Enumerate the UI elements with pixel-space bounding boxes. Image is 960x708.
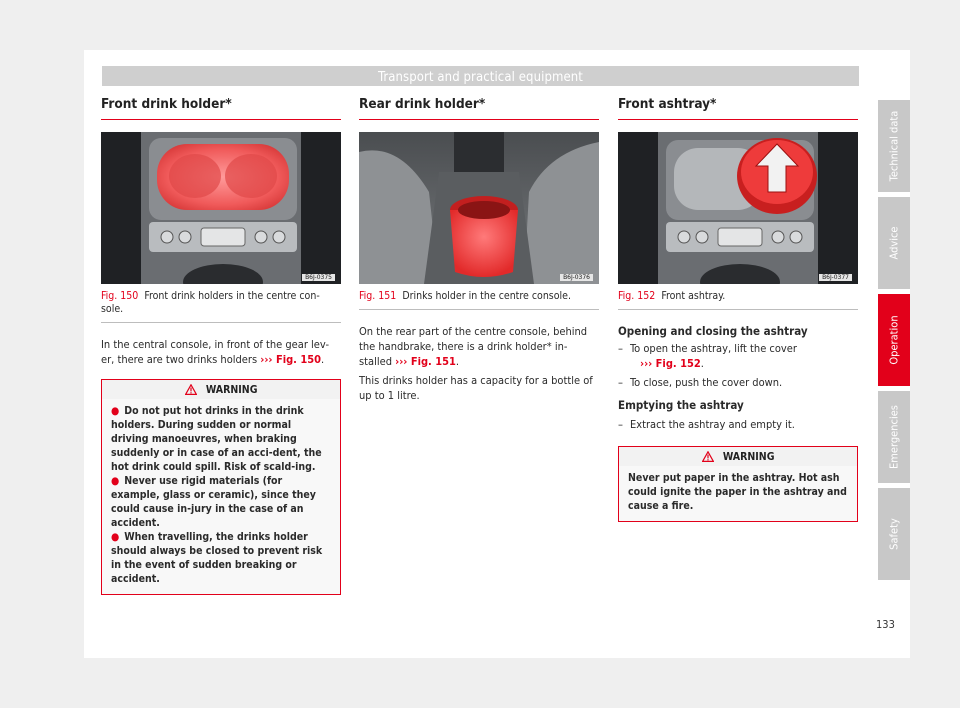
warning-content (619, 466, 857, 521)
figure-caption (618, 284, 858, 310)
warning-triangle-icon (185, 384, 197, 395)
figure-code: B6J-0376 (560, 274, 593, 281)
warning-box (101, 379, 341, 595)
caption-text: Front ashtray. (661, 290, 726, 302)
bullet-icon: ● (111, 475, 120, 487)
figure-label: Fig. 152 (618, 290, 656, 302)
figure-label: Fig. 151 (359, 290, 397, 302)
front-ashtray-illustration (618, 132, 858, 284)
paragraph-text: In the central console, in front of the gear lev-er, there are two drinks holders (101, 338, 330, 366)
warning-content (102, 399, 340, 594)
list-item: – To open the ashtray, lift the cover ››› Fig. 152. (618, 342, 797, 370)
body-paragraph: In the central console, in front of the gear lev-er, there are two drinks holders ››› Fig. 150. (101, 338, 330, 366)
warning-title: WARNING (722, 451, 775, 463)
list-item: – Extract the ashtray and empty it. (618, 418, 795, 431)
chapter-title: Transport and practical equipment (378, 70, 583, 85)
figure-front-ashtray (618, 132, 858, 284)
tab-technical-data[interactable]: Technical data (878, 100, 910, 192)
section-heading: Rear drink holder* (359, 96, 599, 120)
front-drink-holder-section (101, 96, 341, 595)
figure-caption (101, 284, 341, 323)
rear-drink-holder-section (359, 96, 599, 403)
front-drink-holder-illustration (101, 132, 341, 284)
figure-link[interactable]: ››› Fig. 151 (395, 355, 456, 368)
warning-header (102, 380, 340, 399)
figure-code: B6J-0375 (302, 274, 335, 281)
warning-title: WARNING (205, 384, 258, 396)
tab-operation[interactable]: Operation (878, 294, 910, 386)
warning-list (111, 404, 331, 586)
warning-item: ● Do not put hot drinks in the drink holders. During sudden or normal driving manoeuvres, when braking suddenly or in case of an acci-dent, the hot drink could spill. Risk of scald-ing. (111, 405, 322, 473)
subheading: Emptying the ashtray (618, 398, 744, 412)
section-heading: Front ashtray* (618, 96, 858, 120)
figure-link[interactable]: ››› Fig. 150 (260, 353, 322, 366)
tab-emergencies[interactable]: Emergencies (878, 391, 910, 483)
figure-caption (359, 284, 599, 310)
warning-item: ● Never use rigid materials (for example, glass or ceramic), since they could cause in-jury in the case of an accident. (111, 475, 316, 529)
warning-triangle-icon (702, 451, 714, 462)
body-paragraph: This drinks holder has a capacity for a bottle of up to 1 litre. (359, 374, 593, 402)
section-heading: Front drink holder* (101, 96, 341, 120)
figure-code: B6J-0377 (819, 274, 852, 281)
warning-header (619, 447, 857, 466)
figure-rear-drink-holder (359, 132, 599, 284)
subheading: Opening and closing the ashtray (618, 324, 808, 338)
front-ashtray-section (618, 96, 858, 522)
body-paragraph: On the rear part of the centre console, behind the handbrake, there is a drink holder* in-stalled ››› Fig. 151. (359, 325, 588, 368)
chapter-header (102, 66, 859, 86)
bullet-icon: ● (111, 531, 120, 543)
list-item: – To close, push the cover down. (618, 376, 783, 389)
figure-front-drink-holder (101, 132, 341, 284)
warning-text: Never put paper in the ashtray. Hot ash could ignite the paper in the ashtray and cause a fire. (628, 472, 847, 512)
warning-box (618, 446, 858, 522)
tab-advice[interactable]: Advice (878, 197, 910, 289)
caption-text: Drinks holder in the centre console. (402, 290, 571, 302)
figure-label: Fig. 150 (101, 290, 139, 302)
warning-item: ● When travelling, the drinks holder should always be closed to prevent risk in the event of sudden breaking or accident. (111, 531, 323, 585)
tab-safety[interactable]: Safety (878, 488, 910, 580)
caption-text: Front drink holders in the centre con-sole. (101, 290, 320, 315)
figure-link[interactable]: ››› Fig. 152 (640, 357, 701, 370)
rear-drink-holder-illustration (359, 132, 599, 284)
paragraph-text: On the rear part of the centre console, behind the handbrake, there is a drink holder* in-stalled (359, 325, 588, 368)
bullet-icon: ● (111, 405, 120, 417)
page-number: 133 (876, 618, 895, 631)
